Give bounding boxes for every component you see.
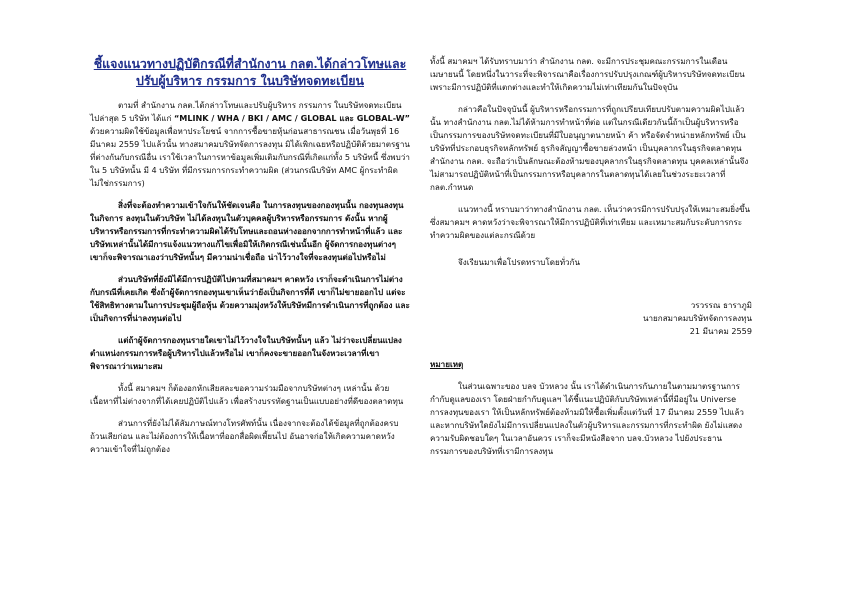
company-list: “MLINK / WHA / BKI / AMC / GLOBAL และ GLOBAL-W” bbox=[173, 113, 410, 123]
note-paragraph: ในส่วนเฉพาะของ บลจ บัวหลวง นั้น เราได้ดำเนินการกันภายในตามมาตรฐานการกำกับดูแลของเรา โดยฝ่ายกำกับดูแลฯ ได้ชี้แนะปฏิบัติกับบริษัทเหล่านี้ที่มีอยู่ใน Universe การลงทุนของเรา ให้เป็นหลักทรัพย์ต้องห้ามมิให้ซื้อเพิ่มตั้งแต่วันที่ 17 มีนาคม 2559 ไปแล้ว และหากบริษัทใดยังไม่มีการเปลี่ยนแปลงในตัวผู้บริหารและกรรมการที่กระทำผิด ยังไม่แสดงความรับผิดชอบใดๆ ในเวลาอันควร เราก็จะมีหนังสือจาก บลจ.บัวหลวง ไปยังประธานกรรมการของบริษัทที่เรามีการลงทุน bbox=[430, 381, 744, 456]
paragraph-non-compliant: ส่วนบริษัทที่ยังมิได้มีการปฏิบัติไปตามที่สมาคมฯ คาดหวัง เราก็จะดำเนินการไม่ต่างกับกรณีที่เคยเกิด ซึ่งถ้าผู้จัดการกองทุนเขาเห็นว่ายังเป็นกิจการที่ดี เขาก็ไม่ขายออกไป แต่จะใช้สิทธิทางตามในการประชุมผู้ถือหุ้น ด้วยความมุ่งหวังให้บริษัทมีการดำเนินการที่ถูกต้อง และเป็นกิจการที่น่าลงทุนต่อไป bbox=[90, 274, 410, 323]
paragraph-fund-manager-sell: แต่ถ้าผู้จัดการกองทุนรายใดเขาไม่ไว้วางใจในบริษัทนั้นๆ แล้ว ไม่ว่าจะเปลี่ยนแปลงตำแหน่งกรรมการหรือผู้บริหารไปแล้วหรือไม่ เขาก็คงจะขายออกในจังหวะเวลาที่เขาพิจารณาว่าเหมาะสม bbox=[90, 335, 402, 371]
signature-date: 21 มีนาคม 2559 bbox=[689, 326, 752, 336]
page-title: ชี้แจงแนวทางปฏิบัติกรณีที่สำนักงาน กลต.ได้กล่าวโทษและปรับผู้บริหาร กรรมการ ในบริษัทจดทะเบียน bbox=[93, 56, 407, 88]
paragraph-current-practice: กล่าวคือในปัจจุบันนี้ ผู้บริหารหรือกรรมการที่ถูกเปรียบเทียบปรับตามความผิดไปแล้วนั้น ทางสำนักงาน กลต.ไม่ได้ห้ามการทำหน้าที่ต่อ แต่ในกรณีเดียวกันนี้ถ้าเป็นผู้บริหารหรือเป็นกรรมการของบริษัทจดทะเบียนที่มีใบอนุญาตนายหน้า ค้า หรือจัดจำหน่ายหลักทรัพย์ เป็นบริษัทที่ประกอบธุรกิจหลักทรัพย์ ธุรกิจสัญญาซื้อขายล่วงหน้า เป็นบุคลากรในธุรกิจตลาดทุน สำนักงาน กลต. จะถือว่าเป็นลักษณะต้องห้ามของบุคลากรในธุรกิจตลาดทุน บุคคลเหล่านั้นจึงไม่สามารถปฏิบัติหน้าที่เป็นกรรมการหรือบุคลากรในตลาดทุนได้เลยในช่วงระยะเวลาที่ กลต.กำหนด bbox=[430, 104, 749, 192]
signature-name: วรวรรณ ธาราภูมิ bbox=[690, 300, 752, 310]
paragraph-intro bbox=[90, 99, 410, 190]
note-heading: หมายเหตุ bbox=[430, 359, 464, 369]
left-column bbox=[90, 55, 410, 465]
right-column bbox=[430, 55, 752, 467]
closing-line: จึงเรียนมาเพื่อโปรดทราบโดยทั่วกัน bbox=[458, 257, 581, 267]
paragraph-investment-principle: สิ่งที่จะต้องทำความเข้าใจกันให้ชัดเจนคือ ในการลงทุนของกองทุนนั้น กองทุนลงทุนในกิจการ ลงทุนในตัวบริษัท ไม่ได้ลงทุนในตัวบุคคลผู้บริหารหรือกรรมการ ดังนั้น หากผู้บริหารหรือกรรมการที่กระทำความผิดได้รับโทษและถอนห่างออกจากการทำหน้าที่แล้ว และบริษัทเหล่านั้นได้มีการแจ้งแนวทางแก้ไขเพื่อมิให้เกิดกรณีเช่นนั้นอีก ผู้จัดการกองทุนต่างๆ เขาก็จะพิจารณาเองว่าบริษัทนั้นๆ มีความน่าเชื่อถือ น่าไว้วางใจที่จะลงทุนต่อไปหรือไม่ bbox=[90, 200, 404, 262]
signature-title: นายกสมาคมบริษัทจัดการลงทุน bbox=[642, 313, 752, 323]
intro-text-pre: ตามที่ สำนักงาน กลต.ได้กล่าวโทษและปรับผู้บริหาร กรรมการ ในบริษัทจดทะเบียนไปล่าสุด 5 บริษัท ได้แก่ bbox=[90, 100, 402, 123]
paragraph-improvement: แนวทางนี้ ทราบมาว่าทางสำนักงาน กลต. เห็นว่าควรมีการปรับปรุงให้เหมาะสมยิ่งขึ้น ซึ่งสมาคมฯ คาดหวังว่าจะพิจารณาให้มีการปฏิบัติที่เท่าเทียม และเหมาะสมกับระดับการกระทำความผิดของแต่ละกรณีด้วย bbox=[430, 204, 751, 240]
paragraph-cooperation: ทั้งนี้ สมาคมฯ ก็ต้องอกหักเสียสละขอความร่วมมือจากบริษัทต่างๆ เหล่านั้น ด้วยเนื้อหาที่ไม่ต่างจากที่ได้เคยปฏิบัติไปแล้ว เพื่อสร้างบรรทัดฐานเป็นแบบอย่างที่ดีของตลาดทุน bbox=[90, 383, 404, 406]
paragraph-sec-meeting: ทั้งนี้ สมาคมฯ ได้รับทราบมาว่า สำนักงาน กลต. จะมีการประชุมคณะกรรมการในเดือนเมษายนนี้ โดยหนึ่งในวาระที่จะพิจารณาคือเรื่องการปรับปรุงเกณฑ์ผู้บริหารบริษัทจดทะเบียน เพราะมีการปฏิบัติที่แตกต่างและทำให้เกิดความไม่เท่าเทียมกันในปัจจุบัน bbox=[430, 56, 745, 92]
intro-text-post: ด้วยความผิดใช้ข้อมูลเพื่อหาประโยชน์ จากการซื้อขายหุ้นก่อนสาธารณชน เมื่อวันพุธที่ 16 มีนาคม 2559 ไปแล้วนั้น ทางสมาคมบริษัทจัดการลงทุน มิได้เพิกเฉยหรือปฏิบัติด้วยมาตรฐานที่ต่างกันกับกรณีอื่น เราใช้เวลาในการหาข้อมูลเพิ่มเติมกับกรณีที่เกิดแก่ทั้ง 5 บริษัทนี้ ซึ่งพบว่าใน 5 บริษัทนั้น มี 4 บริษัท ที่มีกรรมการกระทำความผิด (ส่วนกรณีบริษัท AMC ผู้กระทำผิดไม่ใช่กรรมการ) bbox=[90, 126, 410, 188]
paragraph-interview: ส่วนการที่ยังไม่ได้สัมภาษณ์ทางโทรศัพท์นั้น เนื่องจากจะต้องได้ข้อมูลที่ถูกต้องครบถ้วนเสียก่อน และไม่ต้องการให้เนื้อหาที่ออกสื่อผิดเพี้ยนไป อันอาจก่อให้เกิดความคาดหวัง ความเข้าใจที่ไม่ถูกต้อง bbox=[90, 418, 399, 454]
